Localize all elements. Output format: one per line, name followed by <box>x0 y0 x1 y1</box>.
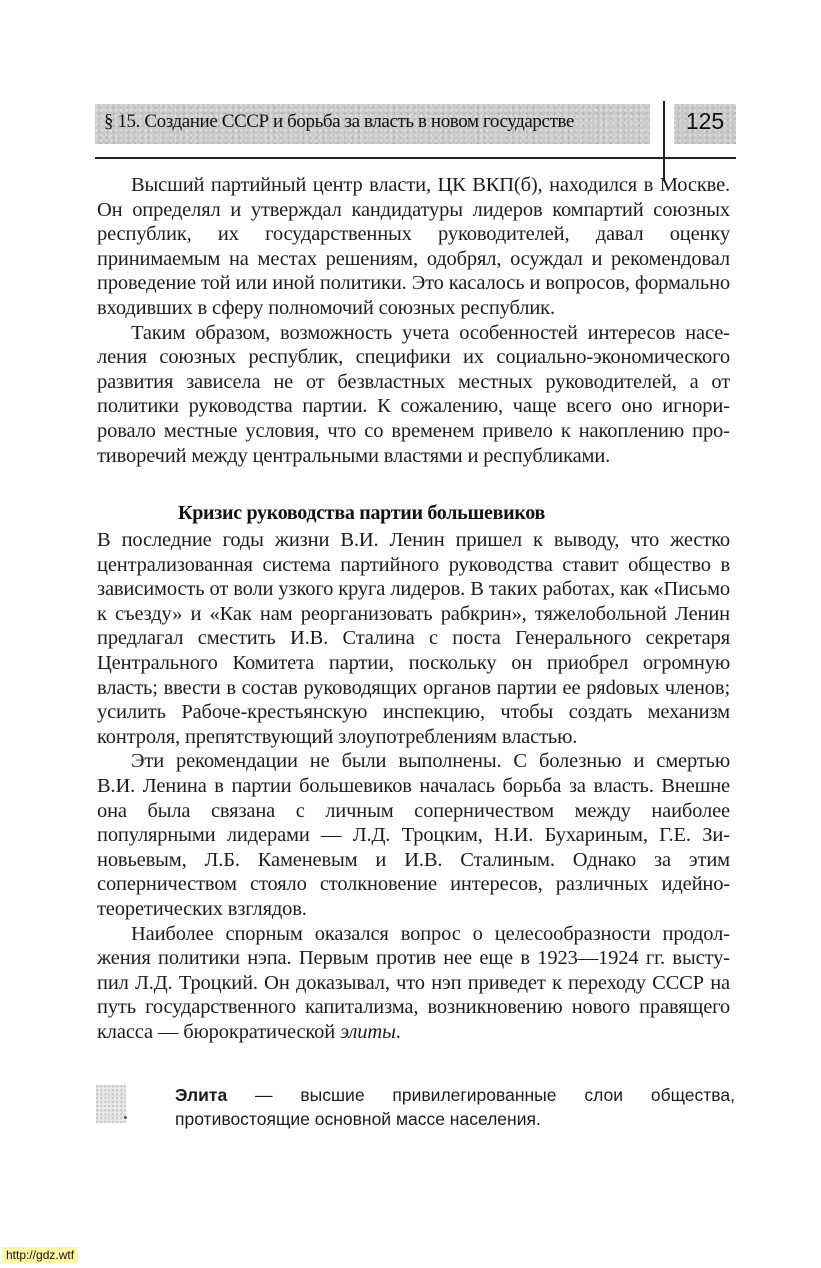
paragraph: Таким образом, возможность учета особенностей интересов населения союзных республик, специфики их социально-экономического развития зависела не от безвластных местных руководителей, а от политики руководства партии. К сожалению, чаще всего оно игнорировало местные условия, что со временем привело к накоплению противоречий между центральными властями и республиками. <box>97 321 730 467</box>
glossary-term-reference: элиты <box>340 1020 396 1043</box>
section-2-text <box>97 528 730 1044</box>
paragraph-text: Наиболее спорным оказался вопрос о целесообразности продолжения политики нэпа. Первым против нее еще в 1923—1924 гг. выступил Л.Д. Троцкий. Он доказывал, что нэп приведет к переходу СССР на путь государственного капитализма, возникновению нового правящего класса — бюрократической <box>97 922 730 1043</box>
section-heading: Кризис руководства партии большевиков <box>178 502 545 524</box>
glossary-definition-text: — высшие привилегированные слои общества, противостоящие основной массе населения. <box>175 1085 735 1129</box>
paragraph: Эти рекомендации не были выполнены. С болезнью и смертью В.И. Ленина в партии большевиков началась борьба за власть. Внешне она была связана с личным соперничеством между наиболее популярными лидерами — Л.Д. Троцким, Н.И. Бухариным, Г.Е. Зиновьевым, Л.Б. Каменевым и И.В. Сталиным. Однако за этим соперничеством стояло столкновение интересов, различных идейно-теоретических взглядов. <box>97 750 730 920</box>
header-vertical-rule <box>663 101 665 181</box>
paragraph: Высший партийный центр власти, ЦК ВКП(б), находился в Москве. Он определял и утверждал кандидатуры лидеров компартий союзных республик, их государственных руководителей, давал оценку принимаемым на местах решениям, одобрял, осуждал и рекомендовал проведение той или иной политики. Это касалось и вопросов, формально входивших в сферу полномочий союзных республик. <box>97 174 730 319</box>
paragraph: В последние годы жизни В.И. Ленин пришел к выводу, что жестко централизованная система партийного руководства ставит общество в зависимость от воли узкого круга лидеров. В таких работах, как «Письмо к съезду» и «Как нам реорганизовать рабкрин», тяжелобольной Ленин предлагал сместить И.В. Сталина с поста Генерального секретаря Центрального Комитета партии, поскольку он приобрел огромную власть; ввести в состав руководящих органов партии ее ряdовых членов; усилить Рабоче-крестьянскую инспекцию, чтобы создать механизм контроля, препятствующий злоупотреблениям властью. <box>97 529 730 748</box>
glossary-definition <box>175 1084 735 1131</box>
paragraph <box>97 922 730 1045</box>
running-header-title: § 15. Создание СССР и борьба за власть в новом государстве <box>104 111 574 132</box>
glossary-marker-icon <box>96 1085 126 1123</box>
page-number: 125 <box>685 108 725 134</box>
glossary-dot-icon <box>124 1116 127 1119</box>
glossary-term: Элита <box>175 1085 228 1105</box>
header-rule <box>95 157 736 159</box>
paragraph-end: . <box>395 1020 401 1043</box>
section-1-text <box>97 173 730 468</box>
watermark-link[interactable]: http://gdz.wtf <box>2 1247 78 1263</box>
